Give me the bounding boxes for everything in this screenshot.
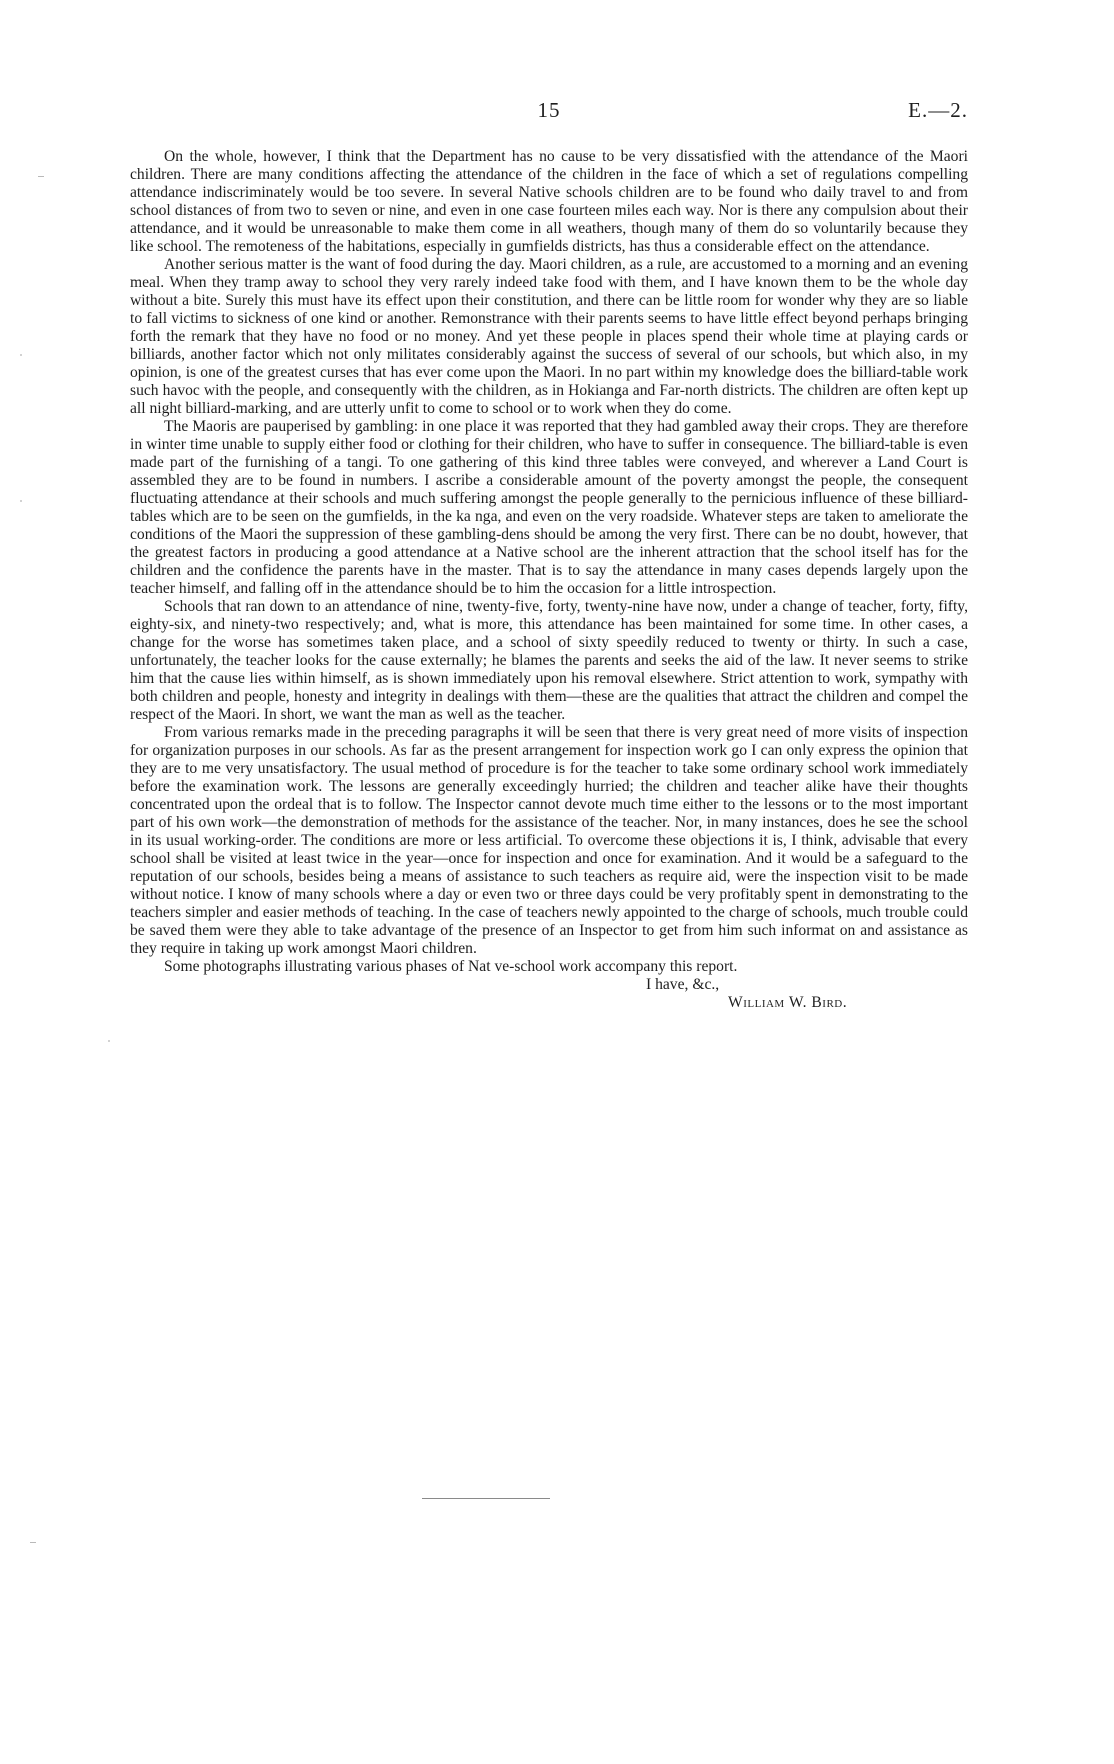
paragraph-attendance: On the whole, however, I think that the Department has no cause to be very dissatisfied with the attendance of the Maori children. There are many conditions affecting the attendance of the children in the face of which a set of regulations compelling attendance indiscriminately would be too severe. In several Native schools children are to be found who daily travel to and from school distances of from two to seven or nine, and even in one case fourteen miles each way. Nor is there any compulsion about their attendance, and it would be unreasonable to make them come in all weathers, though many of them do so voluntarily because they like school. The remoteness of the habitations, especially in gumfields districts, has thus a considerable effect on the attendance. [130, 148, 968, 255]
report-body [130, 148, 968, 1012]
margin-scan-mark [30, 1542, 36, 1543]
paragraph-photographs: Some photographs illustrating various phases of Nat ve-school work accompany this report. [164, 958, 738, 975]
signature: William W. Bird. [728, 994, 848, 1011]
page-number: 15 [537, 98, 561, 122]
closing-salutation: I have, &c., [646, 976, 720, 993]
paragraph-food: Another serious matter is the want of food during the day. Maori children, as a rule, are accustomed to a morning and an evening meal. When they tramp away to school they very rarely indeed take food with them, and I have known them to be the whole day without a bite. Surely this must have its effect upon their constitution, and there can be little room for wonder why they are so liable to fall victims to sickness of one kind or another. Remonstrance with their parents seems to have little effect beyond perhaps bringing forth the remark that they have no food or no money. And yet these people in places spend their whole time at playing cards or billiards, another factor which not only militates considerably against the success of several of our schools, but which also, in my opinion, is one of the greatest curses that has ever come upon the Maori. In no part within my knowledge does the billiard-table work such havoc with the people, and consequently with the children, as in Hokianga and Far-north districts. The children are often kept up all night billiard-marking, and are utterly unfit to come to school or to work when they do come. [130, 256, 968, 417]
margin-scan-mark [108, 1040, 110, 1042]
margin-scan-mark [20, 500, 22, 502]
end-rule-divider [422, 1498, 550, 1499]
document-reference: E.—2. [908, 98, 968, 122]
paragraph-gambling: The Maoris are pauperised by gambling: in one place it was reported that they had gambled away their crops. They are therefore in winter time unable to supply either food or clothing for their children, who have to suffer in consequence. The billiard-table is even made part of the furnishing of a tangi. To one gathering of this kind three tables were conveyed, and wherever a Land Court is assembled they are to be found in numbers. I ascribe a considerable amount of the poverty amongst the people, the consequent fluctuating attendance at their schools and much suffering amongst the people generally to the pernicious influence of these billiard-tables which are to be seen on the gumfields, in the ka nga, and even on the very roadside. Whatever steps are taken to ameliorate the conditions of the Maori the suppression of these gambling-dens should be among the very first. There can be no doubt, however, that the greatest factors in producing a good attendance at a Native school are the inherent attraction that the school itself has for the children and the confidence the parents have in the master. That is to say the attendance in many cases depends largely upon the teacher himself, and falling off in the attendance should be to him the occasion for a little introspection. [130, 418, 968, 597]
margin-scan-mark [38, 176, 44, 177]
margin-scan-mark [20, 354, 22, 356]
paragraph-teachers: Schools that ran down to an attendance of nine, twenty-five, forty, twenty-nine have now, under a change of teacher, forty, fifty, eighty-six, and ninety-two respectively; and, what is more, this attendance has been maintained for some time. In other cases, a change for the worse has sometimes taken place, and a school of sixty speedily reduced to twenty or thirty. In such a case, unfortunately, the teacher looks for the cause externally; he blames the parents and seeks the aid of the law. It never seems to strike him that the cause lies within himself, as is shown immediately upon his removal elsewhere. Strict attention to work, sympathy with both children and people, honesty and integrity in dealings with them—these are the qualities that attract the children and compel the respect of the Maori. In short, we want the man as well as the teacher. [130, 598, 968, 723]
paragraph-inspection: From various remarks made in the preceding paragraphs it will be seen that there is very great need of more visits of inspection for organization purposes in our schools. As far as the present arrangement for inspection work go I can only express the opinion that they are to me very unsatisfactory. The usual method of procedure is for the teacher to take some ordinary school work immediately before the examination work. The lessons are generally exceedingly hurried; the children and teacher alike have their thoughts concentrated upon the ordeal that is to follow. The Inspector cannot devote much time either to the lessons or to the most important part of his own work—the demonstration of methods for the assistance of the teacher. Nor, in many instances, does he see the school in its usual working-order. The conditions are more or less artificial. To overcome these objections it is, I think, advisable that every school shall be visited at least twice in the year—once for inspection and once for examination. And it would be a safeguard to the reputation of our schools, besides being a means of assistance to such teachers as require aid, were the inspection visit to be made without notice. I know of many schools where a day or even two or three days could be very profitably spent in demonstrating to the teachers simpler and easier methods of teaching. In the case of teachers newly appointed to the charge of schools, much trouble could be saved them were they able to take advantage of the presence of an Inspector to get from him such informat on and assistance as they require in taking up work amongst Maori children. [130, 724, 968, 957]
page-header [130, 98, 968, 132]
